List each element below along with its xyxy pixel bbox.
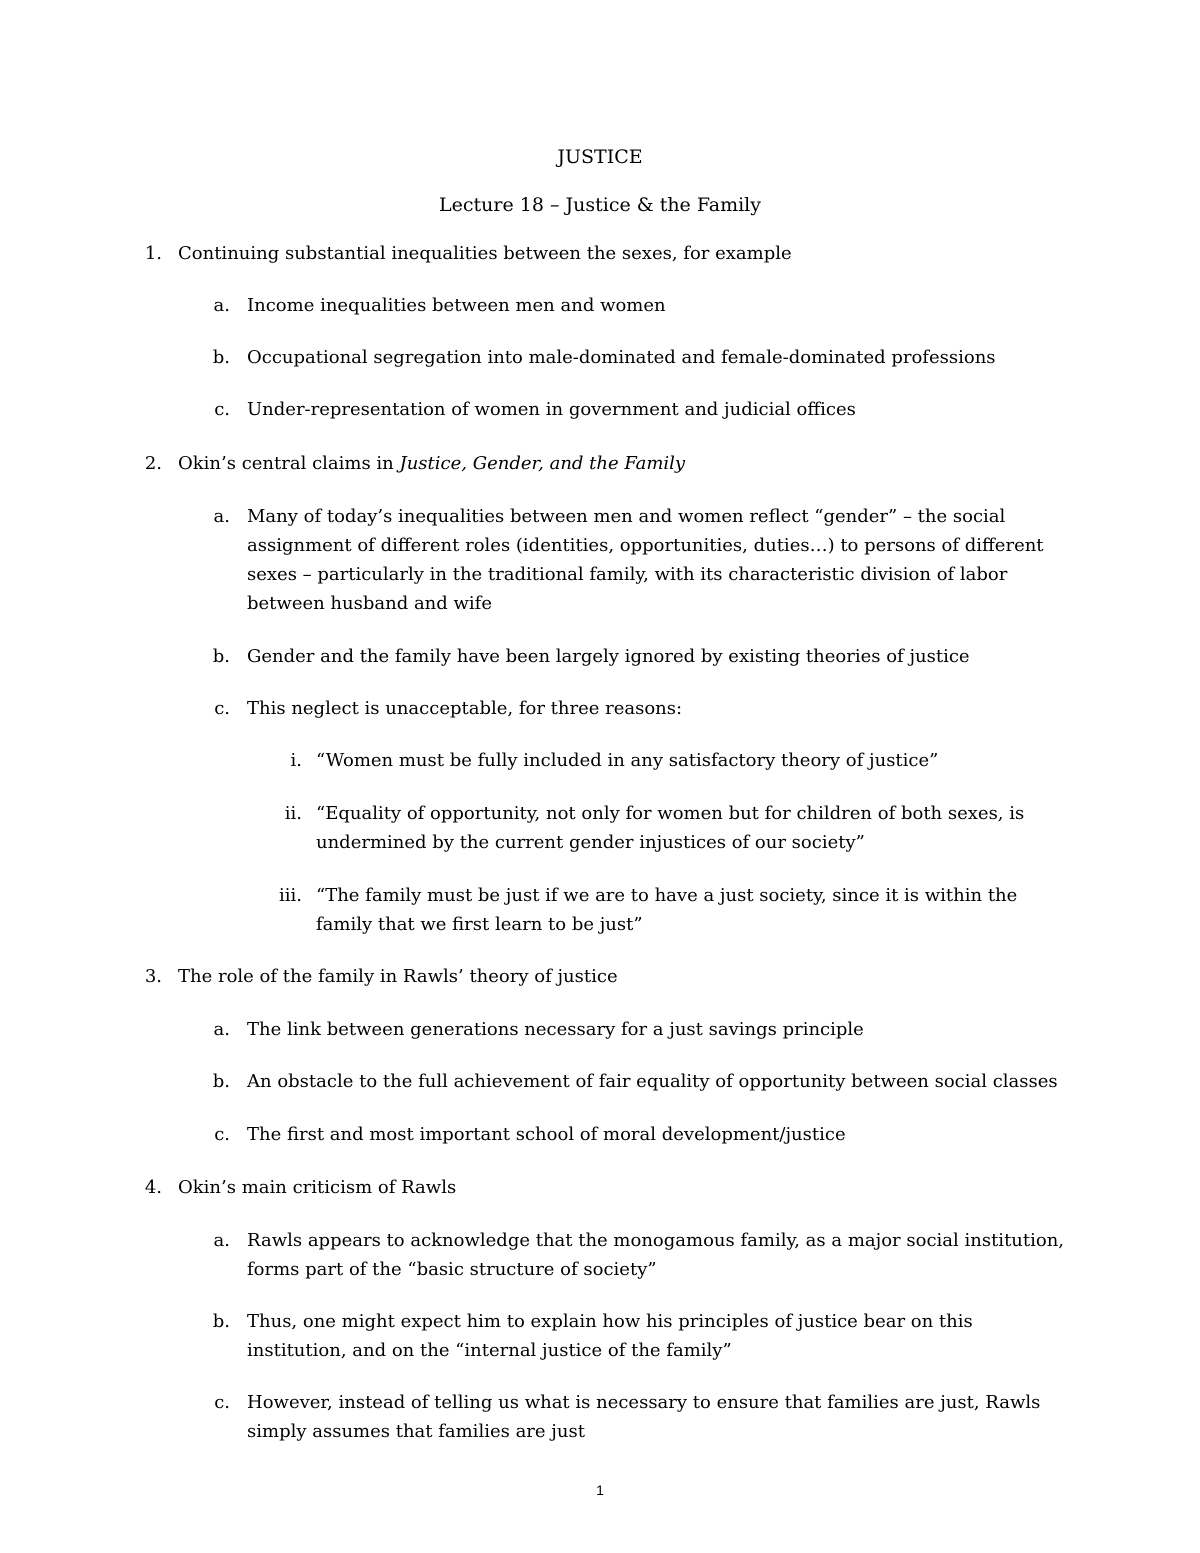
- item-1a-text: Income inequalities between men and women: [247, 295, 666, 316]
- item-2c-iii-numeral: iii.: [279, 885, 302, 906]
- item-1c-text: Under-representation of women in government and judicial offices: [247, 399, 856, 420]
- item-1c-letter: c.: [214, 399, 230, 420]
- item-3b-letter: b.: [212, 1071, 230, 1092]
- item-2a-letter: a.: [213, 506, 230, 527]
- item-4a-letter: a.: [213, 1230, 230, 1251]
- item-2a-text: Many of today’s inequalities between men and women reflect “gender” – the social assignment of different roles (identities, opportunities, duties…) to persons of different sexes – particularly in the traditional family, with its characteristic division of labor between husband and wife: [247, 506, 1044, 614]
- section-1-number: 1.: [144, 243, 162, 264]
- section-2-heading: [178, 449, 1078, 478]
- item-2c-ii-text: “Equality of opportunity, not only for women but for children of both sexes, is undermined by the current gender injustices of our society”: [316, 803, 1025, 853]
- item-2c-i-numeral: i.: [290, 750, 302, 771]
- item-2c-i-text: “Women must be fully included in any satisfactory theory of justice”: [316, 750, 939, 771]
- lecture-subtitle: Lecture 18 – Justice & the Family: [439, 194, 761, 216]
- item-4c-letter: c.: [214, 1392, 230, 1413]
- item-1b-text: Occupational segregation into male-dominated and female-dominated professions: [247, 347, 996, 368]
- book-title: Justice, Gender, and the Family: [399, 453, 686, 474]
- item-2b-letter: b.: [212, 646, 230, 667]
- item-4c-text: However, instead of telling us what is necessary to ensure that families are just, Rawls simply assumes that families are just: [247, 1392, 1041, 1442]
- section-2-heading-text: Okin’s central claims in: [178, 453, 400, 474]
- section-4-number: 4.: [144, 1177, 162, 1198]
- item-4b-text: Thus, one might expect him to explain how his principles of justice bear on this institution, and on the “internal justice of the family”: [247, 1311, 973, 1361]
- section-4-heading: Okin’s main criticism of Rawls: [178, 1177, 457, 1198]
- item-3c-letter: c.: [214, 1124, 230, 1145]
- document-title: JUSTICE: [557, 146, 643, 168]
- item-2c-ii-numeral: ii.: [284, 803, 302, 824]
- section-2-number: 2.: [144, 453, 162, 474]
- item-1b-letter: b.: [212, 347, 230, 368]
- item-3a-text: The link between generations necessary for a just savings principle: [247, 1019, 864, 1040]
- item-3c-text: The first and most important school of moral development/justice: [247, 1124, 846, 1145]
- item-2b-text: Gender and the family have been largely ignored by existing theories of justice: [247, 646, 970, 667]
- section-3-heading: The role of the family in Rawls’ theory of justice: [178, 966, 618, 987]
- section-3-number: 3.: [144, 966, 162, 987]
- item-1a-letter: a.: [213, 295, 230, 316]
- page-number: 1: [596, 1482, 604, 1498]
- item-2c-text: This neglect is unacceptable, for three reasons:: [247, 698, 683, 719]
- item-2c-letter: c.: [214, 698, 230, 719]
- item-4b-letter: b.: [212, 1311, 230, 1332]
- item-3a-letter: a.: [213, 1019, 230, 1040]
- item-4a-text: Rawls appears to acknowledge that the monogamous family, as a major social institution, forms part of the “basic structure of society”: [247, 1230, 1065, 1280]
- item-2c-iii-text: “The family must be just if we are to have a just society, since it is within the family that we first learn to be just”: [316, 885, 1018, 935]
- item-3b-text: An obstacle to the full achievement of fair equality of opportunity between social classes: [247, 1071, 1058, 1092]
- section-1-heading: Continuing substantial inequalities between the sexes, for example: [178, 243, 792, 264]
